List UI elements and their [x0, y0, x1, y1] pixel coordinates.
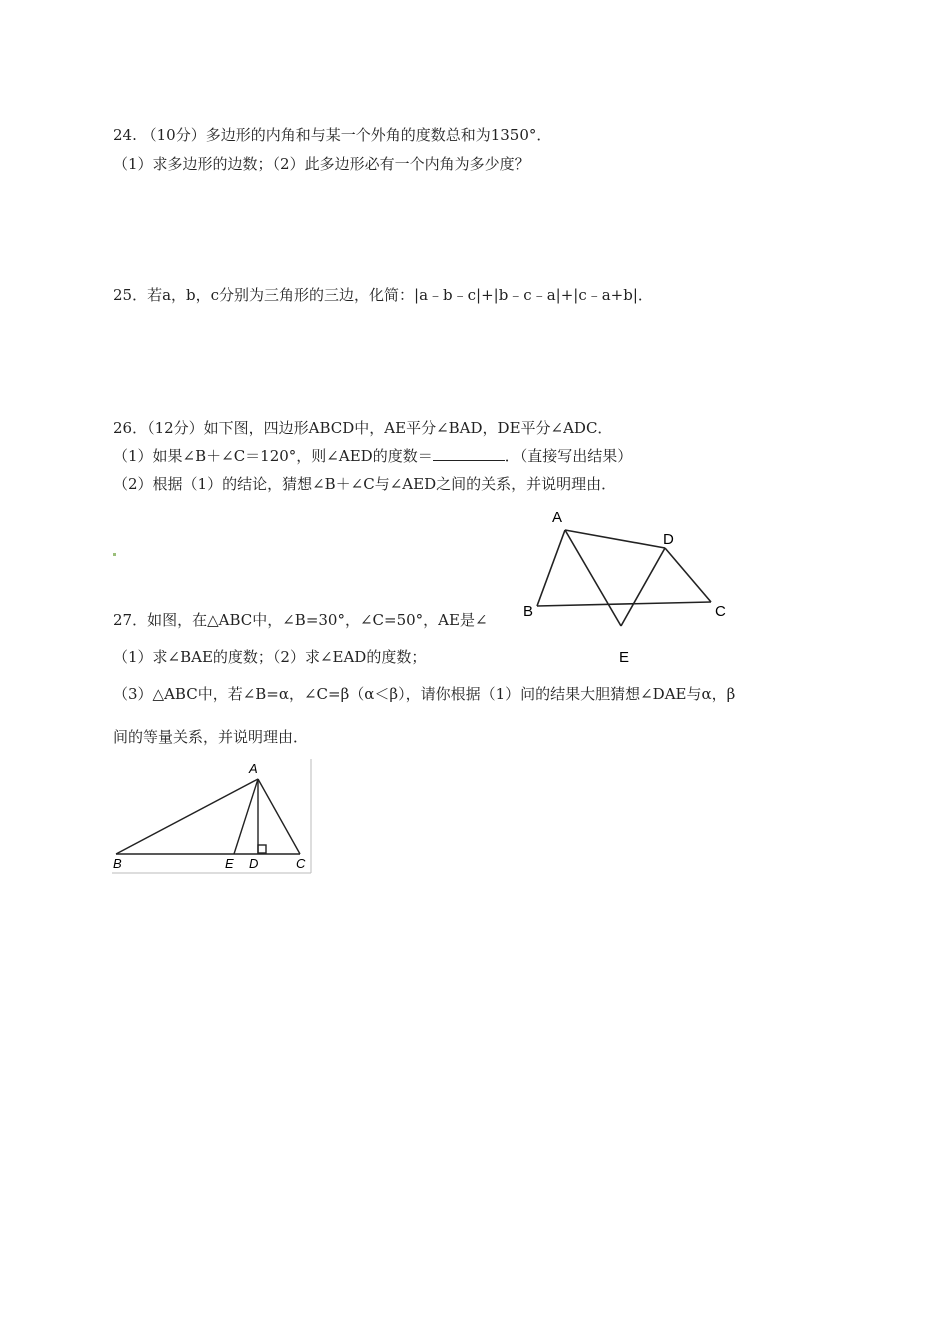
q27-figure	[110, 757, 315, 877]
segment-DE	[621, 548, 665, 626]
q27-line4: 间的等量关系，并说明理由．	[113, 728, 309, 746]
label-D: D	[249, 856, 259, 871]
label-C: C	[715, 603, 726, 620]
segment-BA	[537, 530, 565, 606]
stray-mark	[113, 553, 116, 556]
q27-line1: 27．如图，在△ABC中，∠B=30°，∠C=50°，AE是∠	[113, 611, 488, 629]
q26-line2-part2: ．（直接写出结果）	[504, 447, 633, 465]
q26-figure	[515, 500, 745, 670]
label-C: C	[296, 856, 306, 871]
label-D: D	[663, 531, 674, 548]
label-A: A	[249, 761, 258, 776]
answer-blank	[433, 446, 505, 461]
label-E: E	[225, 856, 234, 871]
label-B: B	[523, 603, 534, 620]
label-A: A	[552, 509, 563, 526]
q25-line1: 25．若a，b，c分别为三角形的三边，化简：|a﹣b﹣c|+|b﹣c﹣a|+|c﹣a+b|．	[113, 286, 653, 304]
segment-CB	[537, 602, 711, 606]
segment-DC	[665, 548, 711, 602]
q26-line1: 26．（12分）如下图，四边形ABCD中，AE平分∠BAD，DE平分∠ADC．	[113, 419, 613, 437]
q26-line2-part1: （1）如果∠B＋∠C＝120°，则∠AED的度数＝	[113, 447, 433, 465]
segment-BA	[116, 779, 258, 854]
label-B: B	[113, 856, 122, 871]
right-angle-mark	[258, 845, 266, 853]
segment-AD	[565, 530, 665, 548]
q27-line2: （1）求∠BAE的度数；（2）求∠EAD的度数；	[113, 648, 427, 666]
q26-line2	[113, 446, 632, 466]
q24-line1: 24. （10分）多边形的内角和与某一个外角的度数总和为1350°．	[113, 126, 552, 144]
q24-line2: （1）求多边形的边数；（2）此多边形必有一个内角为多少度？	[113, 155, 530, 173]
q26-line3: （2）根据（1）的结论，猜想∠B＋∠C与∠AED之间的关系，并说明理由．	[113, 475, 617, 493]
label-E: E	[619, 649, 630, 666]
segment-AE	[565, 530, 621, 626]
q27-line3: （3）△ABC中，若∠B=α，∠C=β（α＜β），请你根据（1）问的结果大胆猜想∠DAE与α，β	[113, 685, 736, 703]
segment-AC	[258, 779, 300, 854]
